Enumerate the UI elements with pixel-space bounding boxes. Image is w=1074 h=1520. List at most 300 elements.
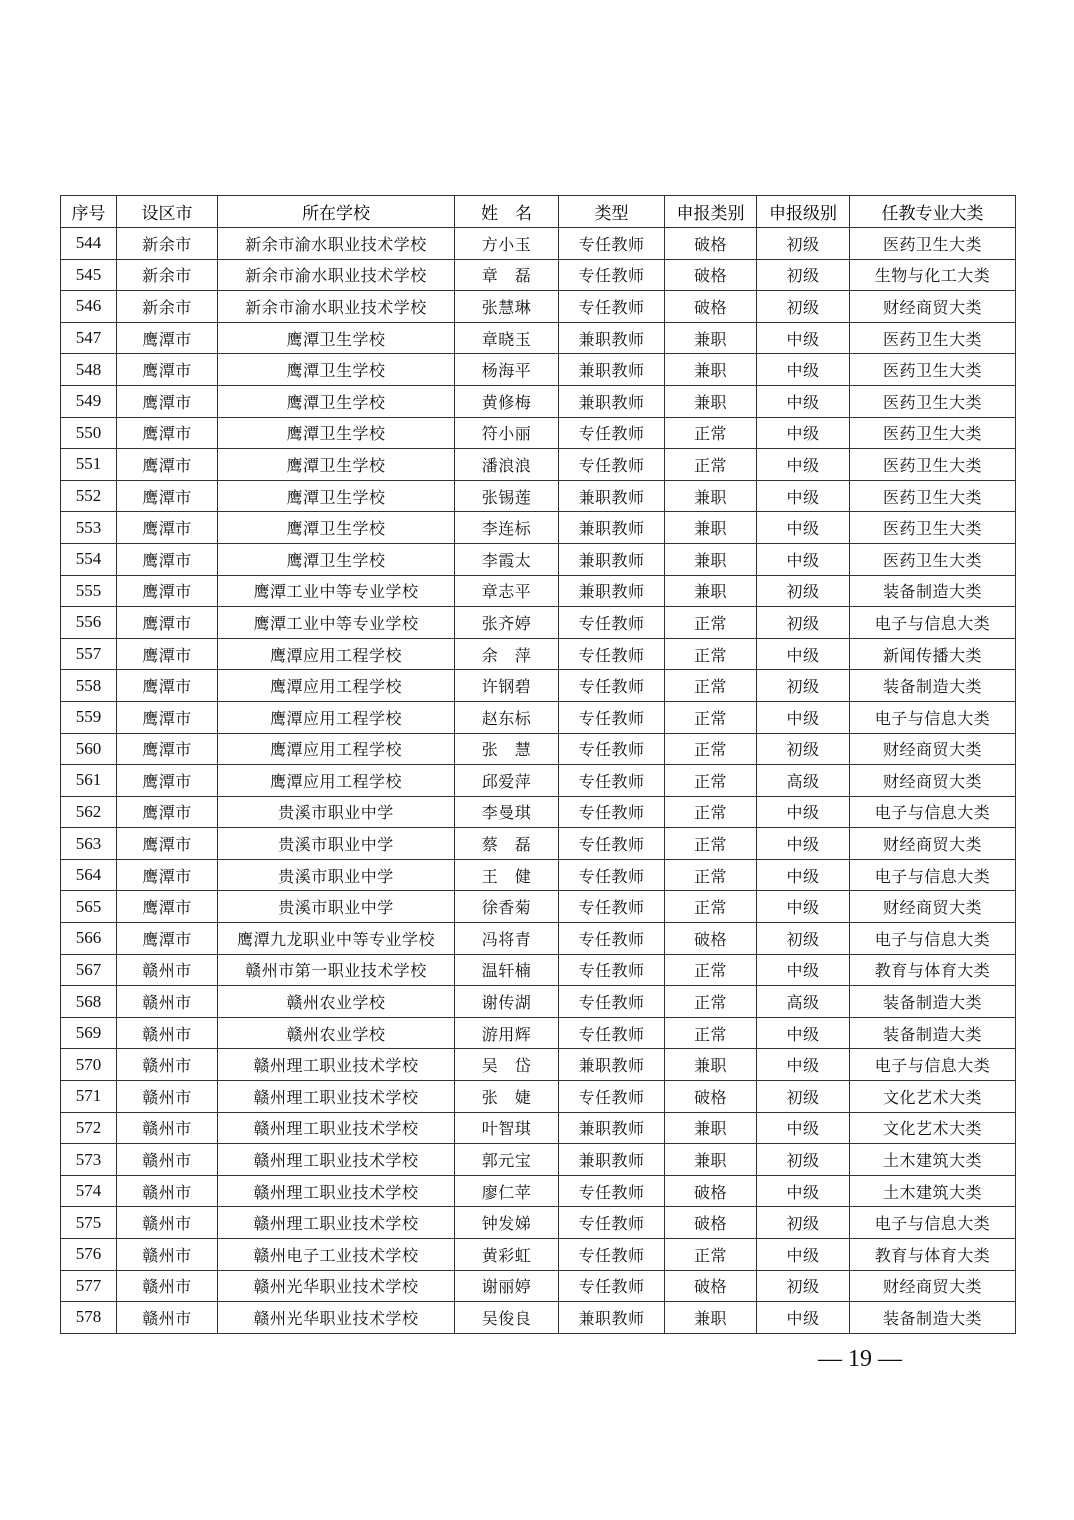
cell-city: 鹰潭市 — [117, 670, 218, 702]
cell-major: 电子与信息大类 — [850, 859, 1016, 891]
cell-city: 赣州市 — [117, 1081, 218, 1113]
cell-apply-level: 中级 — [757, 449, 850, 481]
cell-major: 医药卫生大类 — [850, 480, 1016, 512]
cell-name: 谢传湖 — [455, 986, 559, 1018]
cell-type: 专任教师 — [559, 670, 665, 702]
table-header-row — [61, 196, 1016, 228]
cell-name: 章 磊 — [455, 259, 559, 291]
cell-apply-level: 初级 — [757, 228, 850, 260]
table-row — [61, 1049, 1016, 1081]
cell-school: 鹰潭应用工程学校 — [218, 670, 455, 702]
cell-city: 鹰潭市 — [117, 923, 218, 955]
table-row — [61, 733, 1016, 765]
cell-city: 赣州市 — [117, 1017, 218, 1049]
cell-type: 专任教师 — [559, 954, 665, 986]
cell-school: 赣州电子工业技术学校 — [218, 1239, 455, 1271]
cell-school: 鹰潭工业中等专业学校 — [218, 575, 455, 607]
cell-type: 专任教师 — [559, 733, 665, 765]
table-row — [61, 385, 1016, 417]
cell-city: 新余市 — [117, 291, 218, 323]
cell-serial: 545 — [61, 259, 117, 291]
cell-apply-category: 兼职 — [665, 1302, 757, 1334]
cell-apply-category: 兼职 — [665, 575, 757, 607]
cell-city: 鹰潭市 — [117, 733, 218, 765]
cell-apply-category: 正常 — [665, 417, 757, 449]
cell-name: 王 健 — [455, 859, 559, 891]
cell-serial: 552 — [61, 480, 117, 512]
table-row — [61, 291, 1016, 323]
cell-city: 鹰潭市 — [117, 859, 218, 891]
cell-name: 许钢碧 — [455, 670, 559, 702]
cell-apply-level: 中级 — [757, 1112, 850, 1144]
header-serial: 序号 — [61, 196, 117, 228]
cell-city: 新余市 — [117, 259, 218, 291]
cell-apply-level: 初级 — [757, 1144, 850, 1176]
cell-apply-category: 正常 — [665, 1239, 757, 1271]
cell-major: 教育与体育大类 — [850, 954, 1016, 986]
cell-apply-level: 中级 — [757, 385, 850, 417]
table-body — [61, 228, 1016, 1334]
cell-city: 鹰潭市 — [117, 512, 218, 544]
table-row — [61, 1239, 1016, 1271]
cell-apply-level: 初级 — [757, 575, 850, 607]
cell-name: 黄彩虹 — [455, 1239, 559, 1271]
cell-school: 鹰潭卫生学校 — [218, 512, 455, 544]
table-row — [61, 765, 1016, 797]
cell-city: 鹰潭市 — [117, 417, 218, 449]
table-row — [61, 543, 1016, 575]
cell-apply-level: 初级 — [757, 1081, 850, 1113]
cell-name: 杨海平 — [455, 354, 559, 386]
table-row — [61, 986, 1016, 1018]
cell-type: 专任教师 — [559, 701, 665, 733]
cell-school: 赣州光华职业技术学校 — [218, 1302, 455, 1334]
cell-name: 李曼琪 — [455, 796, 559, 828]
cell-school: 贵溪市职业中学 — [218, 891, 455, 923]
table-row — [61, 891, 1016, 923]
cell-city: 鹰潭市 — [117, 765, 218, 797]
cell-type: 专任教师 — [559, 259, 665, 291]
cell-apply-category: 正常 — [665, 796, 757, 828]
cell-apply-level: 高级 — [757, 765, 850, 797]
cell-name: 张 婕 — [455, 1081, 559, 1113]
table-row — [61, 1112, 1016, 1144]
table-row — [61, 512, 1016, 544]
cell-apply-category: 破格 — [665, 291, 757, 323]
cell-school: 鹰潭应用工程学校 — [218, 733, 455, 765]
cell-apply-category: 正常 — [665, 701, 757, 733]
cell-serial: 559 — [61, 701, 117, 733]
table-row — [61, 859, 1016, 891]
table-row — [61, 1144, 1016, 1176]
cell-apply-category: 兼职 — [665, 322, 757, 354]
table-row — [61, 1175, 1016, 1207]
cell-apply-category: 正常 — [665, 828, 757, 860]
cell-apply-level: 初级 — [757, 923, 850, 955]
cell-major: 财经商贸大类 — [850, 765, 1016, 797]
cell-apply-level: 中级 — [757, 701, 850, 733]
cell-name: 钟发娣 — [455, 1207, 559, 1239]
cell-name: 符小丽 — [455, 417, 559, 449]
cell-type: 兼职教师 — [559, 1049, 665, 1081]
cell-city: 赣州市 — [117, 1302, 218, 1334]
cell-serial: 573 — [61, 1144, 117, 1176]
table-row — [61, 1017, 1016, 1049]
cell-apply-level: 中级 — [757, 638, 850, 670]
cell-serial: 550 — [61, 417, 117, 449]
cell-serial: 564 — [61, 859, 117, 891]
cell-name: 黄修梅 — [455, 385, 559, 417]
cell-city: 赣州市 — [117, 1112, 218, 1144]
cell-city: 鹰潭市 — [117, 354, 218, 386]
cell-name: 邱爱萍 — [455, 765, 559, 797]
cell-city: 新余市 — [117, 228, 218, 260]
cell-school: 新余市渝水职业技术学校 — [218, 259, 455, 291]
cell-major: 医药卫生大类 — [850, 449, 1016, 481]
cell-apply-level: 中级 — [757, 543, 850, 575]
cell-apply-category: 破格 — [665, 923, 757, 955]
cell-city: 鹰潭市 — [117, 891, 218, 923]
cell-city: 鹰潭市 — [117, 638, 218, 670]
cell-apply-level: 初级 — [757, 1207, 850, 1239]
cell-school: 鹰潭应用工程学校 — [218, 701, 455, 733]
cell-city: 鹰潭市 — [117, 322, 218, 354]
cell-apply-level: 中级 — [757, 1017, 850, 1049]
cell-name: 张齐婷 — [455, 607, 559, 639]
cell-type: 兼职教师 — [559, 543, 665, 575]
cell-apply-level: 初级 — [757, 733, 850, 765]
cell-major: 电子与信息大类 — [850, 701, 1016, 733]
cell-apply-category: 正常 — [665, 859, 757, 891]
cell-type: 专任教师 — [559, 1207, 665, 1239]
cell-name: 李霞太 — [455, 543, 559, 575]
cell-type: 专任教师 — [559, 891, 665, 923]
cell-major: 医药卫生大类 — [850, 385, 1016, 417]
table-row — [61, 701, 1016, 733]
cell-school: 鹰潭九龙职业中等专业学校 — [218, 923, 455, 955]
cell-major: 医药卫生大类 — [850, 322, 1016, 354]
cell-major: 文化艺术大类 — [850, 1112, 1016, 1144]
cell-major: 医药卫生大类 — [850, 417, 1016, 449]
cell-major: 装备制造大类 — [850, 986, 1016, 1018]
cell-apply-category: 正常 — [665, 954, 757, 986]
cell-type: 专任教师 — [559, 923, 665, 955]
cell-school: 鹰潭卫生学校 — [218, 322, 455, 354]
cell-apply-category: 兼职 — [665, 543, 757, 575]
cell-type: 专任教师 — [559, 859, 665, 891]
cell-serial: 569 — [61, 1017, 117, 1049]
cell-major: 财经商贸大类 — [850, 291, 1016, 323]
cell-apply-category: 正常 — [665, 733, 757, 765]
cell-serial: 553 — [61, 512, 117, 544]
cell-school: 赣州理工职业技术学校 — [218, 1112, 455, 1144]
cell-serial: 578 — [61, 1302, 117, 1334]
header-school: 所在学校 — [218, 196, 455, 228]
cell-school: 赣州理工职业技术学校 — [218, 1049, 455, 1081]
table-row — [61, 417, 1016, 449]
cell-type: 专任教师 — [559, 449, 665, 481]
cell-serial: 546 — [61, 291, 117, 323]
cell-apply-category: 破格 — [665, 259, 757, 291]
cell-serial: 562 — [61, 796, 117, 828]
table-row — [61, 1081, 1016, 1113]
cell-serial: 547 — [61, 322, 117, 354]
cell-city: 鹰潭市 — [117, 796, 218, 828]
cell-apply-level: 中级 — [757, 354, 850, 386]
cell-school: 赣州光华职业技术学校 — [218, 1270, 455, 1302]
cell-apply-category: 正常 — [665, 1017, 757, 1049]
cell-city: 赣州市 — [117, 1270, 218, 1302]
header-apply-category: 申报类别 — [665, 196, 757, 228]
cell-name: 吴 岱 — [455, 1049, 559, 1081]
cell-school: 新余市渝水职业技术学校 — [218, 228, 455, 260]
cell-apply-level: 中级 — [757, 796, 850, 828]
cell-type: 专任教师 — [559, 1270, 665, 1302]
table-row — [61, 449, 1016, 481]
table-row — [61, 638, 1016, 670]
cell-city: 赣州市 — [117, 1049, 218, 1081]
cell-name: 张锡莲 — [455, 480, 559, 512]
cell-name: 赵东标 — [455, 701, 559, 733]
cell-school: 贵溪市职业中学 — [218, 796, 455, 828]
cell-apply-level: 中级 — [757, 1049, 850, 1081]
cell-major: 医药卫生大类 — [850, 228, 1016, 260]
cell-school: 鹰潭应用工程学校 — [218, 765, 455, 797]
cell-apply-category: 兼职 — [665, 385, 757, 417]
cell-city: 赣州市 — [117, 1207, 218, 1239]
cell-apply-category: 破格 — [665, 1207, 757, 1239]
cell-serial: 556 — [61, 607, 117, 639]
cell-major: 医药卫生大类 — [850, 543, 1016, 575]
cell-school: 鹰潭卫生学校 — [218, 543, 455, 575]
cell-city: 赣州市 — [117, 1144, 218, 1176]
cell-type: 专任教师 — [559, 1017, 665, 1049]
cell-school: 赣州理工职业技术学校 — [218, 1175, 455, 1207]
cell-serial: 575 — [61, 1207, 117, 1239]
cell-name: 谢丽婷 — [455, 1270, 559, 1302]
cell-apply-level: 初级 — [757, 259, 850, 291]
cell-apply-category: 正常 — [665, 449, 757, 481]
table-row — [61, 259, 1016, 291]
cell-serial: 563 — [61, 828, 117, 860]
cell-apply-level: 中级 — [757, 480, 850, 512]
cell-apply-category: 兼职 — [665, 1144, 757, 1176]
cell-type: 兼职教师 — [559, 385, 665, 417]
cell-apply-category: 正常 — [665, 765, 757, 797]
cell-city: 赣州市 — [117, 954, 218, 986]
cell-apply-category: 正常 — [665, 638, 757, 670]
cell-school: 鹰潭卫生学校 — [218, 354, 455, 386]
cell-type: 专任教师 — [559, 417, 665, 449]
cell-name: 吴俊良 — [455, 1302, 559, 1334]
cell-serial: 568 — [61, 986, 117, 1018]
cell-apply-category: 正常 — [665, 891, 757, 923]
cell-major: 装备制造大类 — [850, 1302, 1016, 1334]
cell-apply-level: 中级 — [757, 1239, 850, 1271]
cell-apply-category: 破格 — [665, 228, 757, 260]
cell-type: 专任教师 — [559, 765, 665, 797]
cell-name: 郭元宝 — [455, 1144, 559, 1176]
cell-type: 专任教师 — [559, 607, 665, 639]
table-row — [61, 480, 1016, 512]
cell-school: 鹰潭卫生学校 — [218, 449, 455, 481]
cell-major: 财经商贸大类 — [850, 891, 1016, 923]
table-row — [61, 322, 1016, 354]
table-row — [61, 228, 1016, 260]
cell-type: 专任教师 — [559, 1175, 665, 1207]
cell-type: 专任教师 — [559, 796, 665, 828]
cell-serial: 570 — [61, 1049, 117, 1081]
table-row — [61, 607, 1016, 639]
cell-name: 徐香菊 — [455, 891, 559, 923]
cell-name: 冯将青 — [455, 923, 559, 955]
cell-name: 李连标 — [455, 512, 559, 544]
cell-name: 温轩楠 — [455, 954, 559, 986]
cell-type: 专任教师 — [559, 828, 665, 860]
cell-type: 兼职教师 — [559, 354, 665, 386]
table-row — [61, 1302, 1016, 1334]
cell-school: 赣州农业学校 — [218, 986, 455, 1018]
cell-serial: 565 — [61, 891, 117, 923]
cell-apply-category: 兼职 — [665, 354, 757, 386]
cell-city: 鹰潭市 — [117, 543, 218, 575]
cell-type: 兼职教师 — [559, 1112, 665, 1144]
cell-school: 赣州理工职业技术学校 — [218, 1207, 455, 1239]
table-row — [61, 670, 1016, 702]
cell-serial: 555 — [61, 575, 117, 607]
cell-type: 专任教师 — [559, 638, 665, 670]
cell-school: 鹰潭卫生学校 — [218, 480, 455, 512]
cell-major: 文化艺术大类 — [850, 1081, 1016, 1113]
cell-name: 张慧琳 — [455, 291, 559, 323]
cell-type: 兼职教师 — [559, 512, 665, 544]
cell-apply-category: 破格 — [665, 1081, 757, 1113]
cell-serial: 574 — [61, 1175, 117, 1207]
cell-major: 电子与信息大类 — [850, 923, 1016, 955]
cell-major: 新闻传播大类 — [850, 638, 1016, 670]
cell-serial: 571 — [61, 1081, 117, 1113]
cell-apply-category: 兼职 — [665, 512, 757, 544]
cell-name: 蔡 磊 — [455, 828, 559, 860]
table-row — [61, 828, 1016, 860]
cell-school: 鹰潭卫生学校 — [218, 417, 455, 449]
cell-apply-level: 中级 — [757, 891, 850, 923]
cell-type: 兼职教师 — [559, 322, 665, 354]
cell-city: 鹰潭市 — [117, 480, 218, 512]
cell-apply-level: 初级 — [757, 291, 850, 323]
cell-name: 章晓玉 — [455, 322, 559, 354]
cell-apply-level: 初级 — [757, 1270, 850, 1302]
cell-school: 鹰潭应用工程学校 — [218, 638, 455, 670]
table-row — [61, 1270, 1016, 1302]
cell-apply-category: 正常 — [665, 607, 757, 639]
cell-school: 鹰潭工业中等专业学校 — [218, 607, 455, 639]
cell-name: 方小玉 — [455, 228, 559, 260]
page-number: — 19 — — [818, 1346, 902, 1372]
header-apply-level: 申报级别 — [757, 196, 850, 228]
header-major: 任教专业大类 — [850, 196, 1016, 228]
cell-type: 专任教师 — [559, 986, 665, 1018]
header-city: 设区市 — [117, 196, 218, 228]
cell-city: 赣州市 — [117, 1175, 218, 1207]
cell-major: 土木建筑大类 — [850, 1175, 1016, 1207]
cell-apply-category: 破格 — [665, 1175, 757, 1207]
cell-apply-level: 中级 — [757, 1302, 850, 1334]
cell-apply-category: 兼职 — [665, 1112, 757, 1144]
cell-apply-category: 正常 — [665, 670, 757, 702]
cell-type: 兼职教师 — [559, 1302, 665, 1334]
cell-type: 专任教师 — [559, 228, 665, 260]
cell-school: 赣州农业学校 — [218, 1017, 455, 1049]
cell-city: 鹰潭市 — [117, 607, 218, 639]
cell-major: 财经商贸大类 — [850, 733, 1016, 765]
cell-apply-level: 中级 — [757, 322, 850, 354]
cell-major: 电子与信息大类 — [850, 607, 1016, 639]
cell-serial: 561 — [61, 765, 117, 797]
cell-school: 赣州理工职业技术学校 — [218, 1144, 455, 1176]
cell-name: 游用辉 — [455, 1017, 559, 1049]
cell-apply-level: 中级 — [757, 1175, 850, 1207]
cell-serial: 544 — [61, 228, 117, 260]
cell-name: 潘浪浪 — [455, 449, 559, 481]
cell-serial: 549 — [61, 385, 117, 417]
cell-major: 装备制造大类 — [850, 1017, 1016, 1049]
cell-city: 赣州市 — [117, 1239, 218, 1271]
cell-apply-level: 中级 — [757, 512, 850, 544]
cell-type: 兼职教师 — [559, 575, 665, 607]
table-row — [61, 954, 1016, 986]
cell-city: 鹰潭市 — [117, 449, 218, 481]
cell-major: 财经商贸大类 — [850, 1270, 1016, 1302]
cell-major: 电子与信息大类 — [850, 1207, 1016, 1239]
cell-serial: 572 — [61, 1112, 117, 1144]
header-type: 类型 — [559, 196, 665, 228]
cell-apply-category: 破格 — [665, 1270, 757, 1302]
cell-major: 医药卫生大类 — [850, 354, 1016, 386]
cell-serial: 577 — [61, 1270, 117, 1302]
cell-major: 电子与信息大类 — [850, 796, 1016, 828]
cell-school: 新余市渝水职业技术学校 — [218, 291, 455, 323]
cell-major: 电子与信息大类 — [850, 1049, 1016, 1081]
cell-school: 赣州理工职业技术学校 — [218, 1081, 455, 1113]
table-row — [61, 1207, 1016, 1239]
cell-school: 贵溪市职业中学 — [218, 828, 455, 860]
cell-type: 兼职教师 — [559, 1144, 665, 1176]
cell-serial: 557 — [61, 638, 117, 670]
cell-city: 鹰潭市 — [117, 575, 218, 607]
cell-major: 装备制造大类 — [850, 670, 1016, 702]
cell-school: 贵溪市职业中学 — [218, 859, 455, 891]
cell-apply-level: 初级 — [757, 670, 850, 702]
table-row — [61, 796, 1016, 828]
cell-type: 兼职教师 — [559, 480, 665, 512]
cell-major: 教育与体育大类 — [850, 1239, 1016, 1271]
cell-apply-category: 兼职 — [665, 1049, 757, 1081]
header-name: 姓 名 — [455, 196, 559, 228]
cell-major: 医药卫生大类 — [850, 512, 1016, 544]
cell-apply-level: 初级 — [757, 607, 850, 639]
table-row — [61, 923, 1016, 955]
cell-name: 叶智琪 — [455, 1112, 559, 1144]
cell-apply-category: 兼职 — [665, 480, 757, 512]
cell-apply-level: 中级 — [757, 859, 850, 891]
cell-serial: 560 — [61, 733, 117, 765]
cell-apply-level: 高级 — [757, 986, 850, 1018]
cell-city: 鹰潭市 — [117, 385, 218, 417]
cell-major: 装备制造大类 — [850, 575, 1016, 607]
cell-city: 鹰潭市 — [117, 701, 218, 733]
table-row — [61, 575, 1016, 607]
